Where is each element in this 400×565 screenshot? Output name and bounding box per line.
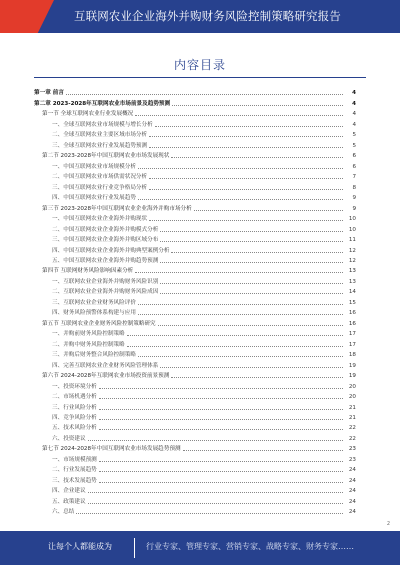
- toc-entry-page: 24: [348, 488, 356, 495]
- toc-dot-leader: [99, 387, 343, 389]
- toc-entry[interactable]: [34, 464, 356, 474]
- toc-entry-label: 二、市场机遇分析: [52, 394, 97, 401]
- toc-entry[interactable]: [34, 87, 356, 97]
- toc-entry[interactable]: [34, 108, 356, 118]
- toc-dot-leader: [88, 491, 343, 493]
- toc-entry-label: 五、政策建议: [52, 498, 86, 505]
- toc-dot-leader: [138, 303, 343, 305]
- toc-entry-page: 20: [348, 394, 356, 401]
- toc-entry-page: 22: [348, 435, 356, 442]
- toc-entry-page: 24: [348, 477, 356, 484]
- toc-entry-label: 二、中国互联网农业市场供需状况分析: [52, 174, 148, 181]
- toc-entry-page: 17: [348, 341, 356, 348]
- toc-entry[interactable]: [34, 328, 356, 338]
- toc-dot-leader: [160, 230, 343, 232]
- toc-entry-page: 12: [348, 247, 356, 254]
- toc-entry-page: 5: [352, 132, 356, 139]
- toc-dot-leader: [88, 502, 343, 504]
- toc-entry-page: 8: [352, 184, 356, 191]
- toc-entry-label: 三、互联网农业企业财务风险评价: [52, 299, 136, 306]
- toc-entry-page: 22: [348, 425, 356, 432]
- toc-entry-label: 四、财务风险预警体系构建与应用: [52, 310, 136, 317]
- toc-entry[interactable]: [34, 129, 356, 139]
- toc-entry-page: 23: [348, 456, 356, 463]
- page-number: 2: [386, 521, 390, 527]
- toc-entry[interactable]: [34, 192, 356, 202]
- toc-entry-page: 5: [352, 142, 356, 149]
- toc-entry[interactable]: [34, 265, 356, 275]
- toc-entry-page: 17: [348, 331, 356, 338]
- toc-entry[interactable]: [34, 275, 356, 285]
- toc-entry[interactable]: [34, 307, 356, 317]
- toc-entry-page: 6: [352, 153, 356, 160]
- toc-dot-leader: [99, 481, 343, 483]
- toc-entry-page: 19: [348, 362, 356, 369]
- toc-entry-page: 21: [348, 404, 356, 411]
- toc-entry[interactable]: [34, 171, 356, 181]
- toc-entry[interactable]: [34, 474, 356, 484]
- toc-entry[interactable]: [34, 255, 356, 265]
- toc-entry-page: 9: [352, 195, 356, 202]
- toc-entry-page: 12: [348, 257, 356, 264]
- toc-entry-page: 24: [348, 467, 356, 474]
- toc-heading-rule: [34, 77, 366, 78]
- toc-dot-leader: [149, 146, 343, 148]
- toc-entry[interactable]: [34, 401, 356, 411]
- footer-slogan: 让每个人都能成为: [48, 542, 112, 551]
- toc-dot-leader: [160, 261, 343, 263]
- toc-dot-leader: [183, 449, 343, 451]
- toc-dot-leader: [99, 408, 343, 410]
- toc-dot-leader: [171, 376, 343, 378]
- toc-entry-label: 第二节 2023-2028年中国互联网农业市场发展现状: [42, 153, 170, 160]
- toc-entry-label: 第四节 互联网财务风险影响因素分析: [42, 268, 134, 275]
- toc-entry-label: 四、中国互联网农业行业发展趋势: [52, 195, 136, 202]
- toc-dot-leader: [171, 251, 343, 253]
- toc-entry-page: 16: [348, 320, 356, 327]
- toc-entry-label: 四、企业建议: [52, 488, 86, 495]
- toc-entry-page: 24: [348, 509, 356, 516]
- toc-entry-page: 20: [348, 383, 356, 390]
- toc-entry-page: 13: [348, 268, 356, 275]
- toc-entry[interactable]: [34, 97, 356, 107]
- toc-dot-leader: [66, 93, 343, 95]
- toc-dot-leader: [149, 188, 343, 190]
- toc-entry-label: 一、中国互联网农业企业海外并购现状: [52, 216, 148, 223]
- toc-entry-label: 第三节 2023-2028年中国互联网农业企业海外并购市场分析: [42, 205, 192, 212]
- toc-entry[interactable]: [34, 432, 356, 442]
- toc-entry-label: 三、中国互联网农业行业竞争格局分析: [52, 184, 148, 191]
- toc-entry-label: 一、中国互联网农业市场规模分析: [52, 163, 136, 170]
- toc-entry-page: 4: [352, 90, 356, 97]
- toc-entry-label: 第一节 全球互联网农业行业发展概况: [42, 111, 134, 118]
- toc-dot-leader: [99, 418, 343, 420]
- toc-dot-leader: [138, 355, 343, 357]
- toc-entry[interactable]: [34, 181, 356, 191]
- toc-entry-page: 19: [348, 373, 356, 380]
- toc-entry[interactable]: [34, 213, 356, 223]
- toc-entry-page: 23: [348, 446, 356, 453]
- toc-dot-leader: [127, 345, 343, 347]
- toc-dot-leader: [88, 439, 343, 441]
- toc-entry-label: 四、完善互联网农业企业财务风险管理体系: [52, 362, 159, 369]
- toc-dot-leader: [138, 313, 343, 315]
- toc-dot-leader: [158, 324, 343, 326]
- toc-dot-leader: [171, 156, 343, 158]
- table-of-contents: [34, 87, 356, 516]
- toc-dot-leader: [160, 292, 343, 294]
- toc-entry[interactable]: [34, 495, 356, 505]
- toc-entry-label: 四、竞争风险分析: [52, 415, 97, 421]
- toc-entry[interactable]: [34, 370, 356, 380]
- toc-entry[interactable]: [34, 443, 356, 453]
- toc-entry-label: 一、并购前财务风险控制策略: [52, 331, 125, 338]
- toc-entry-label: 第一章 前言: [34, 90, 64, 97]
- toc-entry-label: 第七节 2024-2028年中国互联网农业市场发展趋势预测: [42, 446, 181, 453]
- toc-entry-label: 第五节 互联网农业企业财务风险控制策略研究: [42, 320, 156, 327]
- toc-entry[interactable]: [34, 349, 356, 359]
- toc-entry-label: 二、并购中财务风险控制策略: [52, 341, 125, 348]
- toc-dot-leader: [149, 177, 343, 179]
- toc-entry-label: 二、全球互联网农业主要区域市场分析: [52, 132, 148, 139]
- toc-entry-page: 14: [348, 289, 356, 296]
- toc-dot-leader: [99, 460, 343, 462]
- toc-entry[interactable]: [34, 453, 356, 463]
- toc-entry[interactable]: [34, 338, 356, 348]
- toc-entry-page: 11: [348, 237, 356, 244]
- toc-entry-label: 一、市场规模预测: [52, 456, 97, 463]
- toc-entry-page: 4: [352, 111, 356, 118]
- toc-entry[interactable]: [34, 118, 356, 128]
- toc-entry[interactable]: [34, 506, 356, 516]
- toc-entry[interactable]: [34, 223, 356, 233]
- toc-dot-leader: [99, 470, 343, 472]
- toc-dot-leader: [160, 282, 343, 284]
- toc-entry-label: 三、行业风险分析: [52, 404, 97, 411]
- toc-dot-leader: [155, 125, 343, 127]
- toc-entry-page: 24: [348, 498, 356, 505]
- toc-entry[interactable]: [34, 286, 356, 296]
- toc-dot-leader: [160, 240, 343, 242]
- toc-dot-leader: [149, 135, 343, 137]
- toc-entry-label: 二、行业发展趋势: [52, 467, 97, 474]
- toc-entry[interactable]: [34, 296, 356, 306]
- toc-entry-page: 9: [352, 205, 356, 212]
- toc-entry-label: 第六节 2024-2028年互联网农业市场投资前景预测: [42, 373, 170, 380]
- toc-entry-label: 六、投资建议: [52, 435, 86, 442]
- toc-entry[interactable]: [34, 380, 356, 390]
- toc-entry[interactable]: [34, 139, 356, 149]
- toc-heading: 内容目录: [173, 58, 226, 72]
- toc-entry[interactable]: [34, 485, 356, 495]
- toc-dot-leader: [99, 428, 343, 430]
- toc-entry-page: 13: [348, 278, 356, 285]
- toc-dot-leader: [99, 397, 343, 399]
- toc-dot-leader: [135, 271, 343, 273]
- toc-entry[interactable]: [34, 244, 356, 254]
- toc-entry-label: 三、技术发展趋势: [52, 477, 97, 484]
- toc-entry-page: 7: [352, 174, 356, 181]
- toc-entry[interactable]: [34, 234, 356, 244]
- toc-entry-label: 三、全球互联网农业行业发展趋势预测: [52, 142, 148, 149]
- toc-entry-label: 五、中国互联网农业企业海外并购趋势预测: [52, 257, 159, 264]
- toc-dot-leader: [76, 512, 343, 514]
- toc-entry[interactable]: [34, 391, 356, 401]
- toc-dot-leader: [172, 104, 343, 106]
- toc-entry[interactable]: [34, 317, 356, 327]
- toc-entry-page: 6: [352, 163, 356, 170]
- toc-dot-leader: [138, 167, 343, 169]
- toc-entry-page: 4: [352, 121, 356, 128]
- footer-divider: [134, 538, 135, 558]
- footer-expert-list: 行业专家、管理专家、营销专家、战略专家、财务专家……: [146, 542, 354, 551]
- toc-dot-leader: [138, 198, 343, 200]
- report-title: 互联网农业企业海外并购财务风险控制策略研究报告: [74, 9, 341, 23]
- toc-entry[interactable]: [34, 202, 356, 212]
- toc-entry-page: 15: [348, 299, 356, 306]
- toc-entry-label: 三、并购后财务整合风险控制策略: [52, 352, 136, 359]
- toc-entry-label: 第二章 2023-2028年互联网农业市场前景及趋势预测: [34, 100, 171, 107]
- toc-entry-page: 4: [352, 100, 356, 107]
- toc-entry[interactable]: [34, 150, 356, 160]
- toc-entry-label: 一、互联网农业企业海外并购财务风险识别: [52, 278, 159, 285]
- toc-entry[interactable]: [34, 359, 356, 369]
- toc-entry-label: 一、全球互联网农业市场规模与增长分析: [52, 121, 153, 128]
- toc-entry[interactable]: [34, 412, 356, 422]
- toc-entry-label: 五、技术风险分析: [52, 425, 97, 432]
- toc-dot-leader: [160, 366, 343, 368]
- toc-dot-leader: [149, 219, 343, 221]
- toc-entry[interactable]: [34, 422, 356, 432]
- toc-entry-page: 10: [348, 226, 356, 233]
- toc-entry-label: 二、互联网农业企业海外并购财务风险成因: [52, 289, 159, 296]
- toc-dot-leader: [127, 334, 343, 336]
- toc-entry-label: 六、总结: [52, 509, 75, 516]
- toc-entry-label: 三、中国互联网农业企业海外并购区域分布: [52, 237, 159, 244]
- toc-entry-label: 四、中国互联网农业企业海外并购典型案例分析: [52, 247, 170, 254]
- toc-entry-label: 一、投资环境分析: [52, 383, 97, 390]
- toc-entry-page: 21: [348, 415, 356, 421]
- toc-entry-label: 二、中国互联网农业企业海外并购模式分析: [52, 226, 159, 233]
- toc-dot-leader: [194, 209, 343, 211]
- toc-entry-page: 16: [348, 310, 356, 317]
- toc-dot-leader: [135, 114, 343, 116]
- toc-entry-page: 18: [348, 352, 356, 359]
- toc-entry-page: 10: [348, 216, 356, 223]
- toc-entry[interactable]: [34, 160, 356, 170]
